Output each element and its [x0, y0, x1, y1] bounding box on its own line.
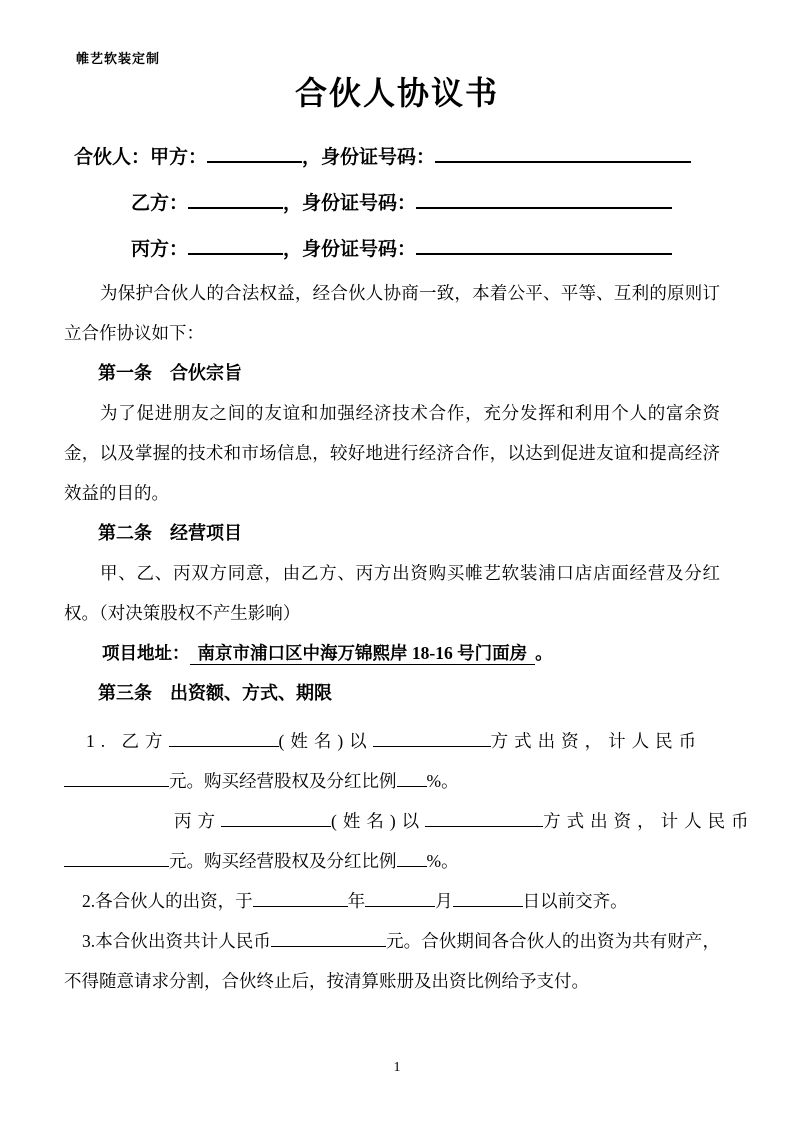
address-value: 南京市浦口区中海万锦熙岸 18-16 号门面房 — [190, 643, 536, 665]
clause-1c-line-2 — [64, 841, 720, 881]
clause-1-party-b — [64, 721, 720, 801]
clause-text: 丙方 — [174, 811, 221, 831]
clause-text: %。 — [426, 851, 459, 871]
party-a-id-blank[interactable] — [435, 144, 691, 163]
day-blank[interactable] — [453, 890, 523, 908]
clause-1-line-2 — [64, 761, 720, 801]
section2-heading: 第二条 经营项目 — [98, 523, 242, 543]
party-b-id-blank[interactable] — [416, 190, 672, 209]
party-c-percent-blank[interactable] — [397, 850, 427, 868]
clause-text: (姓名)以 — [278, 731, 373, 751]
party-b-fill-name-blank[interactable] — [169, 730, 279, 748]
document-title: 合伙人协议书 — [294, 75, 499, 111]
address-period: 。 — [535, 643, 553, 663]
month-blank[interactable] — [365, 890, 435, 908]
clause-text: (姓名)以 — [331, 811, 426, 831]
section1-heading: 第一条 合伙宗旨 — [98, 363, 242, 383]
clause-text: 元。购买经营股权及分红比例 — [169, 771, 397, 791]
party-c-id-label: ，身份证号码： — [283, 239, 417, 260]
party-row-c — [74, 227, 720, 273]
clause-text: 元。购买经营股权及分红比例 — [169, 851, 397, 871]
party-c-id-blank[interactable] — [416, 236, 672, 255]
clause-text: 日以前交齐。 — [522, 891, 628, 911]
clause-text: 2.各合伙人的出资，于 — [82, 891, 253, 911]
clause-text: 3.本合伙出资共计人民币 — [82, 931, 271, 951]
page-number: 1 — [393, 1060, 401, 1075]
section2-body: 甲、乙、丙双方同意，由乙方、丙方出资购买帷艺软装浦口店店面经营及分红权。（对决策股权不产生影响） — [64, 563, 720, 623]
section1-body: 为了促进朋友之间的友谊和加强经济技术合作，充分发挥和利用个人的富余资金，以及掌握的技术和市场信息，较好地进行经济合作，以达到促进友谊和提高经济效益的目的。 — [64, 403, 720, 503]
clause-text: 元。合伙期间各合伙人的出资为共有财产，不得随意请求分割，合伙终止后，按清算账册及出资比例给予支付。 — [64, 931, 721, 991]
party-a-id-label: ，身份证号码： — [302, 147, 436, 168]
party-b-label: 乙方： — [131, 193, 189, 214]
party-a-label: 甲方： — [150, 147, 208, 168]
party-row-b — [74, 181, 720, 227]
clause-1-line-1 — [64, 721, 720, 761]
party-row-a — [74, 135, 720, 181]
clause-text: 年 — [347, 891, 366, 911]
party-b-id-label: ，身份证号码： — [283, 193, 417, 214]
address-label: 项目地址： — [102, 643, 190, 663]
party-b-method-blank[interactable] — [373, 730, 491, 748]
clause-1c-line-1 — [64, 801, 755, 841]
party-a-name-blank[interactable] — [207, 144, 302, 163]
year-blank[interactable] — [253, 890, 348, 908]
project-address-line — [64, 633, 720, 673]
party-b-name-blank[interactable] — [188, 190, 283, 209]
party-b-amount-blank[interactable] — [64, 770, 169, 788]
company-logo: 帷艺软装定制 — [76, 51, 161, 66]
clause-text: 月 — [435, 891, 453, 911]
clause-text: 方式出资，计人民币 — [490, 731, 703, 751]
party-c-amount-blank[interactable] — [64, 850, 169, 868]
total-amount-blank[interactable] — [271, 930, 386, 948]
party-c-method-blank[interactable] — [425, 810, 543, 828]
party-b-percent-blank[interactable] — [397, 770, 427, 788]
clause-text: 1. 乙方 — [86, 731, 169, 751]
clause-1-party-c — [64, 801, 755, 881]
parties-group-label: 合伙人： — [74, 147, 151, 168]
clause-3 — [64, 921, 720, 1001]
clause-text: 方式出资，计人民币 — [543, 811, 755, 831]
party-c-label: 丙方： — [131, 239, 189, 260]
clause-2 — [64, 881, 720, 921]
clause-2-line — [64, 881, 720, 921]
clause-text: %。 — [426, 771, 459, 791]
parties-block — [74, 135, 720, 273]
intro-paragraph: 为保护合伙人的合法权益，经合伙人协商一致，本着公平、平等、互利的原则订立合作协议如下： — [64, 283, 720, 343]
party-c-fill-name-blank[interactable] — [221, 810, 331, 828]
party-c-name-blank[interactable] — [188, 236, 283, 255]
section3-heading: 第三条 出资额、方式、期限 — [98, 683, 332, 703]
